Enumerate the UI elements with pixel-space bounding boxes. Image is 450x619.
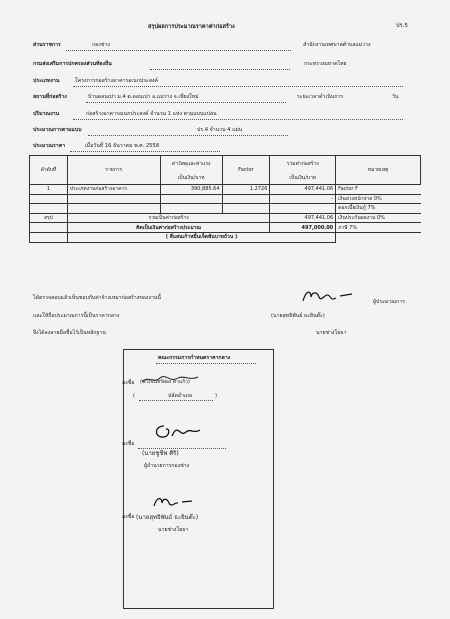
committee-box [123, 349, 274, 609]
estimate-date-label: ประมาณราคา [33, 143, 66, 149]
table-row [30, 185, 421, 195]
member3-signature [150, 494, 194, 512]
dotted-line [66, 50, 291, 51]
member1-paren-open: ( [133, 393, 136, 399]
header-cost: ค่าวัสดุและค่าแรง [160, 156, 222, 173]
member3-name: (นายสุทธิพันธ์ ธะยินต๊ะ) [136, 514, 199, 521]
duration-unit: วัน [392, 94, 399, 100]
member1-name: (นางจันทร์ผ่อง ตาแก้ว) [140, 379, 190, 385]
dept-label: กรมส่งเสริมการปกครองส่วนท้องถิ่น [33, 61, 112, 67]
row2-dash: - [270, 194, 336, 204]
approval-line-3: จึงได้ลงลายมือชื่อไว้เป็นหลักฐาน [33, 330, 106, 336]
empty-cell [67, 194, 160, 204]
empty-cell [160, 194, 222, 204]
empty-cell [30, 232, 68, 242]
work-type-label: ประเภทงาน [33, 78, 60, 84]
dotted-line [138, 448, 226, 449]
row1-remark: Factor F [336, 185, 421, 195]
member1-sign-label: ลงชื่อ [122, 380, 135, 386]
estimate-value: 497,000.00 [270, 223, 336, 233]
table-row [30, 204, 421, 214]
agency-right: สำนักงานเทศบาลตำบลแม่วาง [303, 42, 371, 48]
row1-factor: 1.2726 [222, 185, 270, 195]
member2-title: ผู้อำนวยการกองช่าง [144, 463, 190, 469]
member3-sign-label: ลงชื่อ [122, 514, 135, 520]
row1-cost: 390,885.64 [160, 185, 222, 195]
header-cost-unit: เป็นเงิน/บาท [160, 172, 222, 184]
estimator-name: (นายสุทธิพันธ์ ธะยินต๊ะ) [271, 313, 325, 319]
warranty-remark: เงินประกันผลงาน 0% [336, 213, 421, 223]
agency-value: กองช่าง [92, 42, 110, 48]
estimate-date-value: เมื่อวันที่ 16 ธันวาคม พ.ศ. 2558 [85, 143, 160, 149]
estimator-title: นายช่างโยธา [316, 330, 347, 336]
member2-name: (นายชูชีพ ศิริ) [142, 450, 179, 457]
location-label: สถานที่ก่อสร้าง [33, 94, 67, 100]
dotted-line [70, 151, 220, 152]
empty-cell [30, 223, 68, 233]
header-item: รายการ [67, 156, 160, 185]
empty-cell [160, 204, 222, 214]
member3-title: นายช่างโยธา [158, 527, 189, 533]
dotted-line [88, 135, 288, 136]
header-total: รวมค่าก่อสร้าง [270, 156, 336, 173]
empty-cell [30, 204, 68, 214]
member2-sign-label: ลงชื่อ [122, 441, 135, 447]
agency-label: ส่วนราชการ [33, 42, 61, 48]
row1-seq: 1 [30, 185, 68, 195]
dotted-line [150, 69, 290, 70]
dotted-line [73, 86, 403, 87]
empty-cell [222, 194, 270, 204]
scope-label: ปริมาณงาน [33, 111, 60, 117]
location-value: บ้านดอนเปา ม.4 ต.ดอนเปา อ.แม่วาง จ.เชียงใหม่ [88, 94, 199, 100]
remark-advance: เงินล่วงหน้าจ่าย 0% [336, 194, 421, 204]
table-row [30, 223, 421, 233]
row1-total: 497,441.06 [270, 185, 336, 195]
header-remark: หมายเหตุ [336, 156, 421, 185]
member1-title: ปลัดอำเภอ [168, 393, 193, 399]
approval-line-2: และให้ถือประมาณการนี้เป็นราคากลาง [33, 313, 120, 319]
dept-right: กระทรวงมหาดไทย [304, 61, 347, 67]
form-ref-value: ปร.4 จำนวน 4 แผ่น [197, 127, 243, 133]
empty-cell [336, 232, 421, 242]
table-row [30, 194, 421, 204]
table-row [30, 232, 421, 242]
form-ref-label: ประมาณการตามแบบ [33, 127, 82, 133]
scope-value: ก่อสร้างอาคารอเนกประสงค์ จำนวน 1 แห่ง ตามแบบแปลน [86, 111, 217, 117]
form-number: ปร.5 [396, 23, 408, 29]
dotted-line [139, 400, 213, 401]
total-label: รวมเป็นค่าก่อสร้าง [67, 213, 270, 223]
committee-title: คณะกรรมการกำหนดราคากลาง [158, 355, 231, 361]
member1-paren-close: ) [215, 393, 218, 399]
estimator-role: ผู้ประมาณการ [373, 299, 405, 305]
summary-label: สรุป [30, 213, 68, 223]
empty-cell [67, 204, 160, 214]
empty-cell [30, 194, 68, 204]
total-value: 497,441.06 [270, 213, 336, 223]
remark-interest: ดอกเบี้ยเงินกู้ 7% [336, 204, 421, 214]
amount-in-words: ( สี่แสนเก้าหมื่นเจ็ดพันบาทถ้วน ) [67, 232, 335, 242]
empty-cell [222, 204, 270, 214]
estimator-signature [300, 288, 362, 306]
dotted-line [156, 363, 256, 364]
row1-item: ประเภทงานก่อสร้างอาคาร [67, 185, 160, 195]
dotted-line [86, 102, 286, 103]
header-total-unit: เป็นเงิน/บาท [270, 172, 336, 184]
approval-line-1: ได้ตรวจสอบแล้วเห็นชอบกับค่าจ้างเหมาก่อสร้างของงานนี้ [33, 295, 161, 301]
tax-remark: ภาษี 7% [336, 223, 421, 233]
header-factor: Factor [222, 156, 270, 185]
header-seq: ลำดับที่ [30, 156, 68, 185]
work-type-value: โครงการก่อสร้างอาคารอเนกประสงค์ [75, 78, 158, 84]
cost-table [29, 155, 421, 243]
table-header-row [30, 156, 421, 173]
member2-signature [150, 420, 202, 442]
table-row [30, 213, 421, 223]
estimate-label: คิดเป็นเงินค่าก่อสร้างประมาณ [67, 223, 270, 233]
dotted-line [73, 119, 403, 120]
duration-label: ระยะเวลาดำเนินการ [297, 94, 344, 100]
document-title: สรุปผลการประมาณราคาค่าก่อสร้าง [148, 24, 235, 30]
empty-cell [270, 204, 336, 214]
